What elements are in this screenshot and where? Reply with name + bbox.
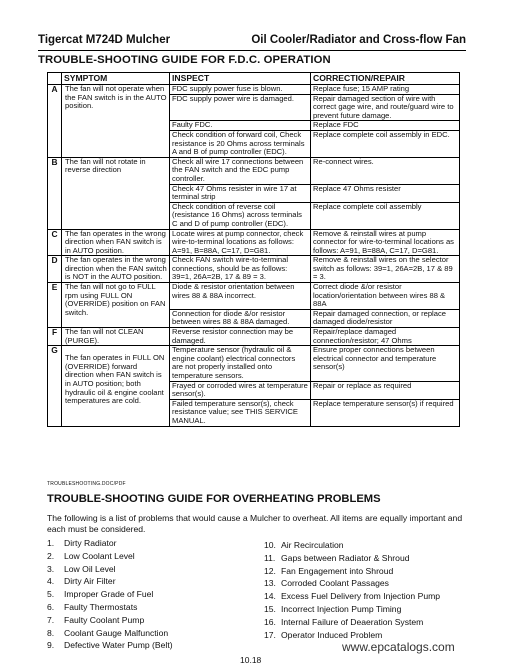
table-row <box>48 346 460 381</box>
row-letter: B <box>48 157 62 229</box>
symptom-cell: The fan operates in the wrong direction when the FAN switch is NOT in the AUTO position. <box>62 256 170 283</box>
inspect-cell: Temperature sensor (hydraulic oil & engine coolant) electrical connectors are not properly installed onto temperature sensors. <box>170 346 311 381</box>
list-item <box>264 577 440 590</box>
correction-cell: Correct diode &/or resistor location/orientation between wires 88 & 88A <box>311 283 460 310</box>
inspect-cell: Locate wires at pump connector, check wire-to-terminal locations as follows: A=91, B=88A, C=17, D=G81. <box>170 229 311 256</box>
inspect-cell: Check condition of forward coil, Check resistance is 20 Ohms across terminals A and B of pump controller (EDC). <box>170 130 311 157</box>
list-item <box>47 588 173 601</box>
correction-cell: Remove & reinstall wires at pump connector for wire-to-terminal locations as follows: A=91, B=88A, C=17, D=G81. <box>311 229 460 256</box>
header-inspect: INSPECT <box>170 73 311 85</box>
section-title-overheating: TROUBLE-SHOOTING GUIDE FOR OVERHEATING PROBLEMS <box>47 493 381 505</box>
correction-cell: Replace 47 Ohms resister <box>311 184 460 202</box>
symptom-cell: The fan will not rotate in reverse direction <box>62 157 170 229</box>
correction-cell: Repair or replace as required <box>311 381 460 399</box>
table-row <box>48 256 460 283</box>
correction-cell: Replace FDC <box>311 121 460 131</box>
table-row <box>48 157 460 184</box>
list-item <box>264 552 440 565</box>
section-title-fdc: TROUBLE-SHOOTING GUIDE FOR F.D.C. OPERATION <box>38 54 331 66</box>
list-number: 1. <box>47 538 55 548</box>
list-number: 15. <box>264 603 276 614</box>
list-number: 13. <box>264 578 276 589</box>
list-number: 11. <box>264 552 276 563</box>
inspect-cell: FDC supply power wire is damaged. <box>170 94 311 121</box>
correction-cell: Replace fuse; 15 AMP rating <box>311 85 460 95</box>
correction-cell: Replace temperature sensor(s) if required <box>311 399 460 426</box>
symptom-cell: The fan operates in the wrong direction when FAN switch is in AUTO position. <box>62 229 170 256</box>
row-letter: F <box>48 328 62 346</box>
correction-cell: Replace complete coil assembly in EDC. <box>311 130 460 157</box>
list-text: Excess Fuel Delivery from Injection Pump <box>281 591 441 602</box>
row-letter: A <box>48 85 62 158</box>
list-item <box>47 537 173 550</box>
problem-list-right <box>264 539 440 641</box>
row-letter: C <box>48 229 62 256</box>
list-number: 16. <box>264 616 276 627</box>
header-section: Oil Cooler/Radiator and Cross-flow Fan <box>251 34 466 46</box>
header-correction: CORRECTION/REPAIR <box>311 73 460 85</box>
list-item <box>47 601 173 614</box>
correction-cell: Repair/replace damaged connection/resistor; 47 Ohms <box>311 328 460 346</box>
correction-cell: Re-connect wires. <box>311 157 460 184</box>
inspect-cell: Check 47 Ohms resister in wire 17 at terminal strip <box>170 184 311 202</box>
watermark-text: www.epcatalogs.com <box>342 640 455 654</box>
correction-cell: Repair damaged section of wire with correct gage wire, and route/guard wire to prevent future damage. <box>311 94 460 121</box>
intro-paragraph: The following is a list of problems that would cause a Mulcher to overheat. All items are equally important and each must be considered. <box>47 513 463 534</box>
list-number: 2. <box>47 550 55 561</box>
list-text: Corroded Coolant Passages <box>281 578 389 589</box>
table-row <box>48 328 460 346</box>
symptom-cell: The fan will not go to FULL rpm using FULL ON (OVERRIDE) position on FAN switch. <box>62 283 170 328</box>
list-number: 4. <box>47 576 55 587</box>
row-letter: E <box>48 283 62 328</box>
list-text: Defective Water Pump (Belt) <box>64 640 173 651</box>
symptom-cell: The fan will not CLEAN (PURGE). <box>62 328 170 346</box>
symptom-cell: The fan will not operate when the FAN switch is in the AUTO position. <box>62 85 170 158</box>
list-item <box>47 627 173 640</box>
inspect-cell: Check condition of reverse coil (resistance 16 Ohms) across terminals C and D of pump controller (EDC). <box>170 202 311 229</box>
list-text: Dirty Radiator <box>64 538 117 548</box>
list-number: 9. <box>47 640 55 651</box>
inspect-cell: Frayed or corroded wires at temperature sensor(s). <box>170 381 311 399</box>
list-item <box>47 563 173 576</box>
inspect-cell: Diode & resistor orientation between wires 88 & 88A incorrect. <box>170 283 311 310</box>
list-number: 12. <box>264 565 276 576</box>
inspect-cell: Reverse resistor connection may be damaged. <box>170 328 311 346</box>
table-corner <box>48 73 62 85</box>
list-text: Internal Failure of Deaeration System <box>281 616 424 627</box>
list-text: Low Coolant Level <box>64 550 135 561</box>
page-header <box>38 34 466 48</box>
list-number: 14. <box>264 591 276 602</box>
list-text: Gaps between Radiator & Shroud <box>281 552 410 563</box>
list-item <box>264 565 440 578</box>
list-item <box>264 590 440 603</box>
list-text: Faulty Thermostats <box>64 601 138 612</box>
inspect-cell: Failed temperature sensor(s), check resistance value; see THIS SERVICE MANUAL. <box>170 399 311 426</box>
correction-cell: Repair damaged connection, or replace damaged diode/resistor <box>311 309 460 327</box>
document-reference: TROUBLESHOOTING.DOC/PDF <box>47 481 126 487</box>
troubleshooting-table <box>47 72 460 427</box>
inspect-cell: Check all wire 17 connections between the FAN switch and the EDC pump controller. <box>170 157 311 184</box>
list-text: Low Oil Level <box>64 563 116 574</box>
list-text: Fan Engagement into Shroud <box>281 565 394 576</box>
table-row <box>48 85 460 95</box>
list-text: Operator Induced Problem <box>281 629 383 640</box>
inspect-cell: Check FAN switch wire-to-terminal connections, should be as follows: 39=1, 26A=2B, 17 & 89 = 3. <box>170 256 311 283</box>
correction-cell: Replace complete coil assembly <box>311 202 460 229</box>
list-number: 5. <box>47 589 55 600</box>
list-number: 7. <box>47 614 55 625</box>
list-item <box>47 639 173 652</box>
list-number: 10. <box>264 540 276 550</box>
list-item <box>47 550 173 563</box>
list-text: Coolant Gauge Malfunction <box>64 627 169 638</box>
list-item <box>264 616 440 629</box>
page-number: 10.18 <box>240 655 262 665</box>
list-number: 17. <box>264 629 276 640</box>
list-number: 3. <box>47 563 55 574</box>
list-text: Faulty Coolant Pump <box>64 614 145 625</box>
list-text: Air Recirculation <box>281 540 344 550</box>
problem-list-left <box>47 537 173 652</box>
correction-cell: Ensure proper connections between electrical connector and temperature sensor(s) <box>311 346 460 381</box>
row-letter: D <box>48 256 62 283</box>
header-rule <box>38 50 466 51</box>
list-text: Dirty Air Filter <box>64 576 116 587</box>
list-item <box>264 539 440 552</box>
header-title: Tigercat M724D Mulcher <box>38 34 171 46</box>
row-letter: G <box>48 346 62 426</box>
list-number: 6. <box>47 601 55 612</box>
header-symptom: SYMPTOM <box>62 73 170 85</box>
correction-cell: Remove & reinstall wires on the selector switch as follows: 39=1, 26A=2B, 17 & 89 = 3. <box>311 256 460 283</box>
symptom-cell: The fan operates in FULL ON (OVERRIDE) forward direction when FAN switch is in AUTO position; both hydraulic oil & engine coolant temperatures are cold. <box>62 346 170 426</box>
list-item <box>47 575 173 588</box>
inspect-cell: Connection for diode &/or resistor between wires 88 & 88A damaged. <box>170 309 311 327</box>
list-item <box>264 603 440 616</box>
table-row <box>48 283 460 310</box>
list-number: 8. <box>47 627 55 638</box>
list-item <box>47 614 173 627</box>
list-text: Incorrect Injection Pump Timing <box>281 603 402 614</box>
table-row <box>48 229 460 256</box>
inspect-cell: FDC supply power fuse is blown. <box>170 85 311 95</box>
inspect-cell: Faulty FDC. <box>170 121 311 131</box>
list-text: Improper Grade of Fuel <box>64 589 154 600</box>
